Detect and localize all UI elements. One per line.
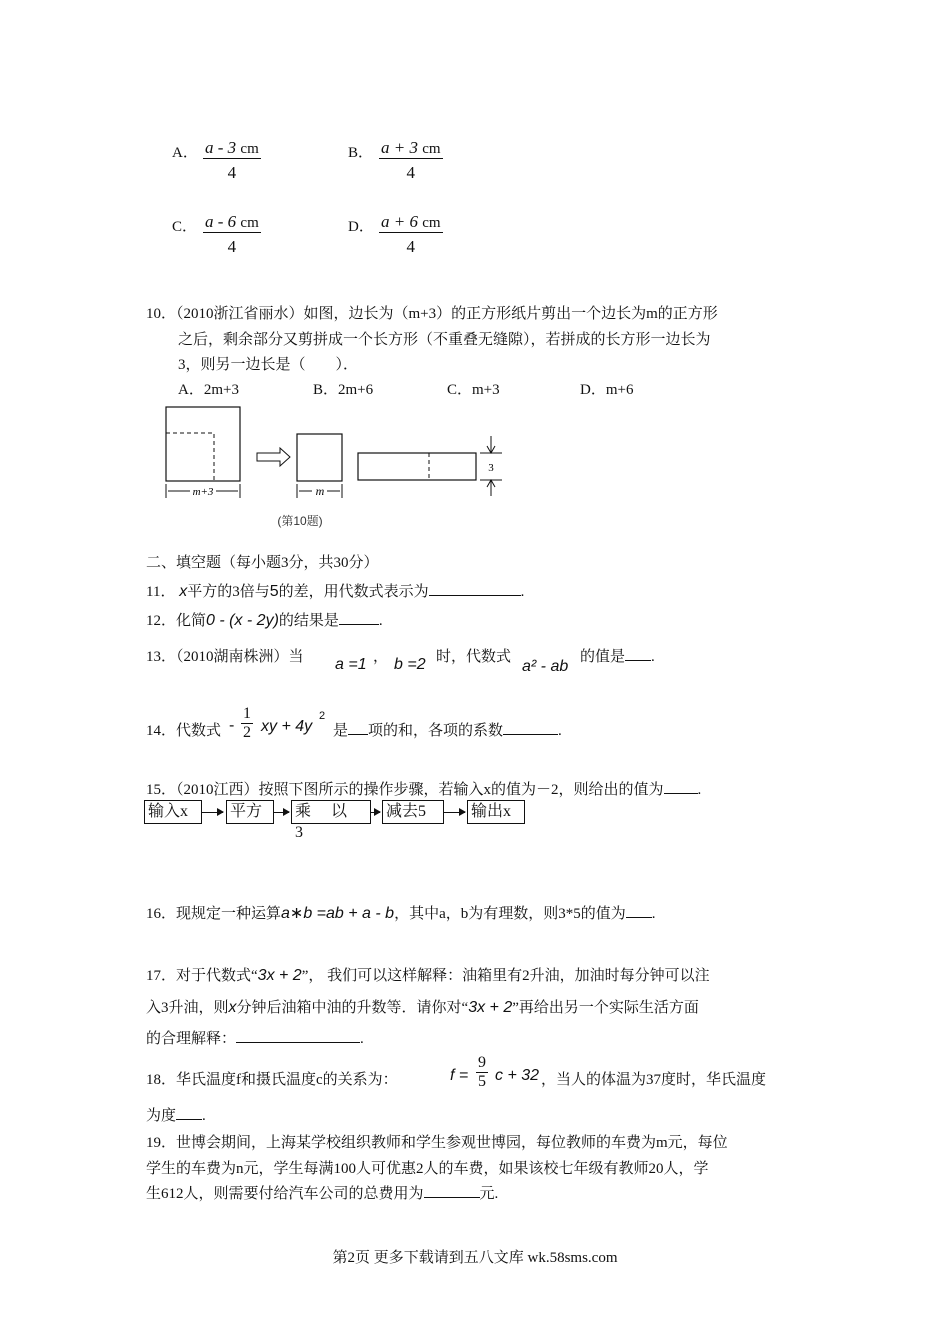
question-19-line2: 学生的车费为n元，学生每满100人可优惠2人的车费，如果该校七年级有教师20人，学: [146, 1161, 709, 1177]
page-footer: 第2页 更多下载请到五八文库 wk.58sms.com: [332, 1250, 618, 1266]
q13-b: b =2: [394, 656, 426, 673]
flow-input-box: 输入x: [144, 800, 202, 824]
question-19-line3: 生612人，则需要付给汽车公司的总费用为 元.: [146, 1182, 498, 1203]
option-b-label: B．: [348, 145, 374, 161]
question-15: 15．（2010江西）按照下图所示的操作步骤，若输入x的值为－2，则给出的值为 .: [146, 778, 701, 799]
q10-option-a: A．2m+3: [178, 382, 239, 398]
flow-output-box: 输出x: [467, 800, 525, 824]
flow-multiply-box: 乘 以: [291, 800, 371, 824]
q14-blank-1[interactable]: [348, 720, 368, 735]
section-2-title: 二、填空题（每小题3分，共30分）: [146, 555, 379, 571]
q11-answer-blank[interactable]: [429, 581, 521, 596]
q17-answer-blank[interactable]: [236, 1028, 360, 1043]
q10-option-d: D．m+6: [580, 382, 634, 398]
flow-arrow-2: [273, 812, 289, 813]
q13-a: a =1: [335, 656, 367, 673]
question-19-line1: 19．世博会期间，上海某学校组织教师和学生参观世博园，每位教师的车费为m元，每位: [146, 1135, 728, 1151]
option-a-label: A．: [172, 145, 198, 161]
cut-line: [166, 433, 214, 481]
fig-label-small: m: [315, 484, 325, 498]
fig-label-big: m+3: [192, 486, 214, 498]
fig-caption: (第10题): [277, 514, 323, 528]
question-16: 16．现规定一种运算a∗b =ab + a - b，其中a，b为有理数，则3*5的值为 .: [146, 905, 656, 922]
rectangle: [358, 453, 476, 480]
question-18: 18．华氏温度f和摄氏温度c的关系为：: [146, 1072, 398, 1088]
q16-answer-blank[interactable]: [626, 903, 652, 918]
option-b-fraction: $\frac{a + 3 cm}{4}$: [381, 138, 441, 182]
question-12: 12．化简0 - (x - 2y)的结果是 .: [146, 612, 383, 629]
q10-line2: 之后，剩余部分又剪拼成一个长方形（不重叠无缝隙），若拼成的长方形一边长为: [178, 332, 711, 348]
question-17-line2: 入3升油，则x分钟后油箱中油的升数等．请你对“3x + 2”再给出另一个实际生活方面: [146, 999, 699, 1016]
q14-fraction: $\frac{1}{2}$: [243, 705, 251, 741]
q14-blank-2[interactable]: [503, 720, 558, 735]
flow-square-box: 平方: [226, 800, 274, 824]
q10-option-b: B．2m+6: [313, 382, 374, 398]
arrow-icon: [257, 448, 290, 466]
small-square: [297, 434, 342, 481]
flow-arrow-1: [201, 812, 223, 813]
q19-answer-blank[interactable]: [424, 1183, 480, 1198]
q12-answer-blank[interactable]: [339, 610, 379, 625]
q18-answer-blank[interactable]: [176, 1105, 202, 1120]
q10-figure: [150, 400, 520, 535]
question-18-line2: 为度 .: [146, 1104, 206, 1125]
question-14: 14．代数式: [146, 723, 222, 739]
question-11: 11． x平方的3倍与5的差，用代数式表示为 .: [146, 583, 525, 600]
q10-line3: 3，则另一边长是（ ）．: [178, 357, 359, 373]
question-17-line1: 17．对于代数式“3x + 2”， 我们可以这样解释：油箱里有2升油，加油时每分钟可以注: [146, 967, 710, 984]
q18-fraction: $\frac{9}{5}$: [478, 1054, 486, 1090]
q10-option-c: C．m+3: [447, 382, 500, 398]
option-c-label: C．: [172, 219, 198, 235]
question-13: 13．（2010湖南株洲）当: [146, 649, 304, 665]
flow-arrow-3: [370, 812, 380, 813]
q13-answer-blank[interactable]: [625, 646, 651, 661]
fig-label-rect: 3: [488, 462, 494, 474]
option-c-fraction: $\frac{a - 6 cm}{4}$: [205, 212, 259, 256]
option-d-fraction: $\frac{a + 6 cm}{4}$: [381, 212, 441, 256]
q13-expr: a² - ab: [522, 658, 569, 675]
q10-line1: 10．（2010浙江省丽水）如图，边长为（m+3）的正方形纸片剪出一个边长为m的正方形: [146, 306, 718, 322]
option-a-fraction: $\frac{a - 3 cm}{4}$: [205, 138, 259, 182]
flow-arrow-4: [443, 812, 465, 813]
q15-answer-blank[interactable]: [664, 779, 698, 794]
flow-multiply-number: 3: [295, 824, 303, 841]
big-square: [166, 407, 240, 481]
flow-subtract-box: 减去5: [382, 800, 444, 824]
question-17-line3: 的合理解释： .: [146, 1027, 364, 1048]
option-d-label: D．: [348, 219, 374, 235]
